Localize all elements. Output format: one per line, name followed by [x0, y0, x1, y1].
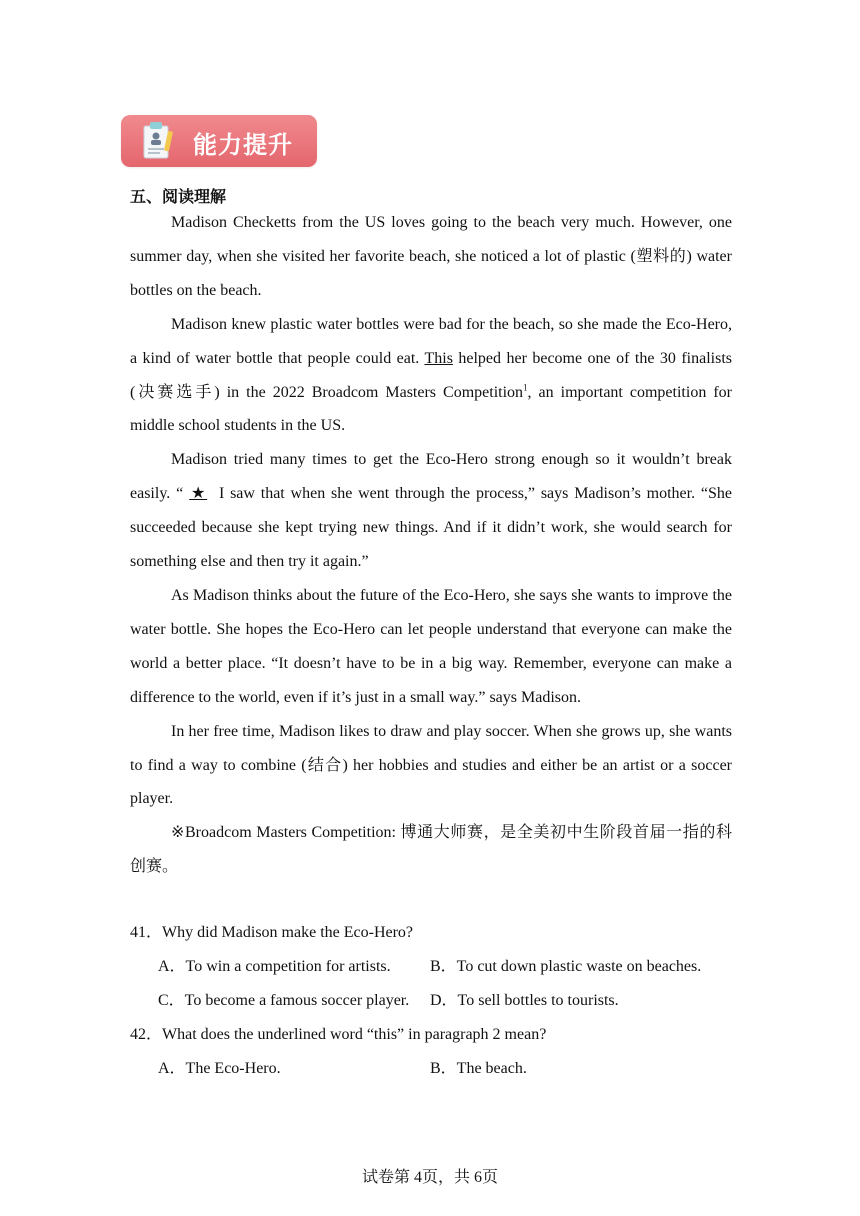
underlined-word: This	[424, 349, 453, 367]
q41-option-b[interactable]: B．To cut down plastic waste on beaches.	[430, 958, 702, 975]
footnote: ※Broadcom Masters Competition: 博通大师赛，是全美初中生阶段首届一指的科创赛。	[130, 824, 732, 876]
paragraph-2-text-b: helped her become one of the 30 finalists (决赛选手) in the 2022 Broadcom Masters Competition	[130, 349, 733, 401]
star-blank: ★	[189, 485, 208, 503]
footnote-marker: 1	[523, 382, 528, 393]
paragraph-3-text-a: Madison tried many times to get the Eco-Hero strong enough so it wouldn’t break easily. “	[130, 451, 732, 503]
document-clipboard-icon	[141, 121, 175, 161]
ability-banner	[121, 115, 317, 167]
paragraph-5: In her free time, Madison likes to draw and play soccer. When she grows up, she wants to find a way to combine (结合) her hobbies and studies and either be an artist or a soccer player.	[130, 722, 732, 808]
reading-passage	[130, 206, 732, 884]
paragraph-1: Madison Checketts from the US loves going to the beach very much. However, one summer day, when she visited her favorite beach, she noticed a lot of plastic (塑料的) water bottles on the beach.	[130, 214, 732, 299]
paragraph-2-text-a: Madison knew plastic water bottles were bad for the beach, so she made the Eco-Hero, a kind of water bottle that people could eat.	[130, 315, 732, 367]
question-41: 41．Why did Madison make the Eco-Hero?	[130, 924, 414, 941]
q42-option-a[interactable]: A．The Eco-Hero.	[158, 1060, 281, 1077]
section-title: 五、阅读理解	[130, 187, 227, 206]
paragraph-2-text-c: , an important competition for middle school students in the US.	[130, 383, 732, 435]
paragraph-3	[130, 443, 732, 579]
paragraph-3-text-b: I saw that when she went through the process,” says Madison’s mother. “She succeeded because she kept trying new things. And if it didn’t work, she would search for something else and then try it again.”	[130, 485, 732, 571]
page-footer: 试卷第 4页，共 6页	[361, 1169, 498, 1186]
q41-option-a[interactable]: A．To win a competition for artists.	[158, 958, 391, 975]
q41-option-d[interactable]: D．To sell bottles to tourists.	[430, 992, 619, 1009]
question-42: 42．What does the underlined word “this” in paragraph 2 mean?	[130, 1026, 547, 1043]
q42-option-b[interactable]: B．The beach.	[430, 1060, 527, 1077]
q41-option-c[interactable]: C．To become a famous soccer player.	[158, 992, 410, 1009]
paragraph-2	[130, 308, 732, 444]
banner-title: 能力提升	[193, 131, 293, 159]
paragraph-4: As Madison thinks about the future of the Eco-Hero, she says she wants to improve the water bottle. She hopes the Eco-Hero can let people understand that everyone can make the world a better place. “It doesn’t have to be in a big way. Remember, everyone can make a difference to the world, even if it’s just in a small way.” says Madison.	[130, 586, 732, 706]
